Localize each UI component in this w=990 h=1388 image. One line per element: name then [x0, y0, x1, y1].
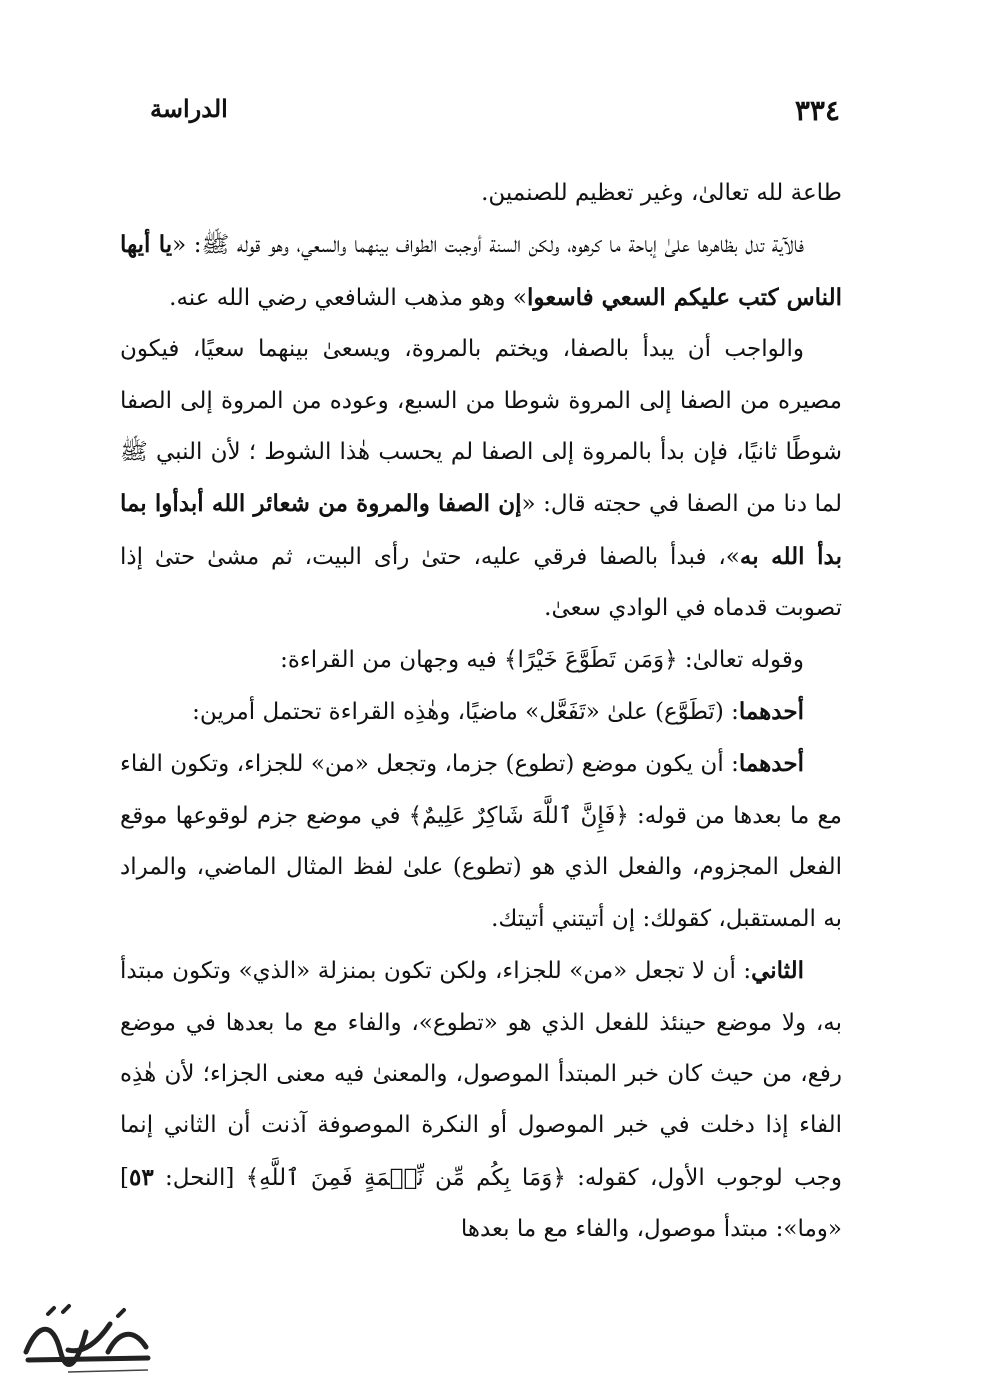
- text-segment: : أن يكون موضع (تطوع) جزما، وتجعل «من» للجزاء، وتكون الفاء مع ما بعدها من قوله: ﴿فَإِنَّ ٱللَّهَ شَاكِرٌ عَلِيمٌ﴾ في موضع جزم لوقوعها موقع الفعل المجزوم، والفعل الذي هو (تطوع) علىٰ لفظ المثال الماضي، والمراد به المستقبل، كقولك: إن أتيتني أتيتك.: [120, 751, 842, 932]
- text-segment: » وهو مذهب الشافعي رضي الله عنه.: [169, 284, 527, 311]
- page-number: ٣٣٤: [794, 94, 840, 127]
- running-head: الدراسة: [150, 94, 228, 123]
- text-segment: : أن لا تجعل «من» للجزاء، ولكن تكون بمنزلة «الذي» وتكون مبتدأ به، ولا موضع حينئذ للفعل الذي هو «تطوع»، والفاء مع ما بعدها في موضع رفع، من حيث كان خبر المبتدأ الموصول، والمعنىٰ فيه معنى الجزاء؛ لأن هٰذِه الفاء إذا دخلت في خبر الموصول أو النكرة الموصوفة آذنت أن الثاني إنما وجب لوجوب الأول، كقوله: ﴿وَمَا بِكُم مِّن نِّعۡمَةٍ فَمِنَ ٱللَّهِ﴾ [النحل:: [120, 958, 842, 1191]
- text-segment: فالآية تدل بظاهرها علىٰ إباحة ما كرهوه، ولكن السنة أوجبت الطواف بينهما والسعي، وهو قوله ﷺ: «: [172, 232, 804, 259]
- paragraph: [120, 168, 842, 219]
- page-header: [150, 88, 840, 136]
- text-segment: ] «وما»: مبتدأ موصول، والفاء مع ما بعدها: [120, 1164, 842, 1243]
- paragraph: [120, 324, 842, 634]
- paragraph: [120, 738, 842, 945]
- text-segment: والواجب أن يبدأ بالصفا، ويختم بالمروة، ويسعىٰ بينهما سعيًا، فيكون مصيره من الصفا إلى المروة شوطا من السبع، وعوده من المروة إلى الصفا شوطًا ثانيًا، فإن بدأ بالمروة إلى الصفا لم يحسب هٰذا الشوط ؛ لأن النبي ﷺ لما دنا من الصفا في حجته قال: «: [120, 336, 842, 518]
- body-text: [120, 168, 842, 1256]
- text-segment: : (تَطَوَّع) علىٰ «تَفَعَّل» ماضيًا، وهٰذِه القراءة تحتمل أمرين:: [192, 699, 739, 726]
- bold-text-segment: أحدهما: [738, 750, 804, 778]
- paragraph: [120, 635, 842, 686]
- text-segment: طاعة لله تعالىٰ، وغير تعظيم للصنمين.: [481, 180, 842, 206]
- bold-text-segment: ٥٣: [128, 1163, 154, 1191]
- paragraph: [120, 219, 842, 324]
- bold-text-segment: يا أيها الناس كتب عليكم السعي فاسعوا: [120, 231, 842, 311]
- paragraph: [120, 945, 842, 1255]
- publisher-watermark-logo: [8, 1292, 158, 1382]
- text-segment: »، فبدأ بالصفا فرقي عليه، حتىٰ رأى البيت، ثم مشىٰ حتىٰ إذا تصوبت قدماه في الوادي سعىٰ.: [120, 543, 842, 622]
- paragraph: [120, 686, 842, 738]
- text-segment: وقوله تعالىٰ: ﴿وَمَن تَطَوَّعَ خَيْرًا﴾ فيه وجهان من القراءة:: [280, 646, 804, 673]
- bold-text-segment: الثاني: [751, 957, 804, 985]
- bold-text-segment: إن الصفا والمروة من شعائر الله أبدأوا بما بدأ الله به: [120, 490, 842, 570]
- bold-text-segment: أحدهما: [738, 698, 804, 726]
